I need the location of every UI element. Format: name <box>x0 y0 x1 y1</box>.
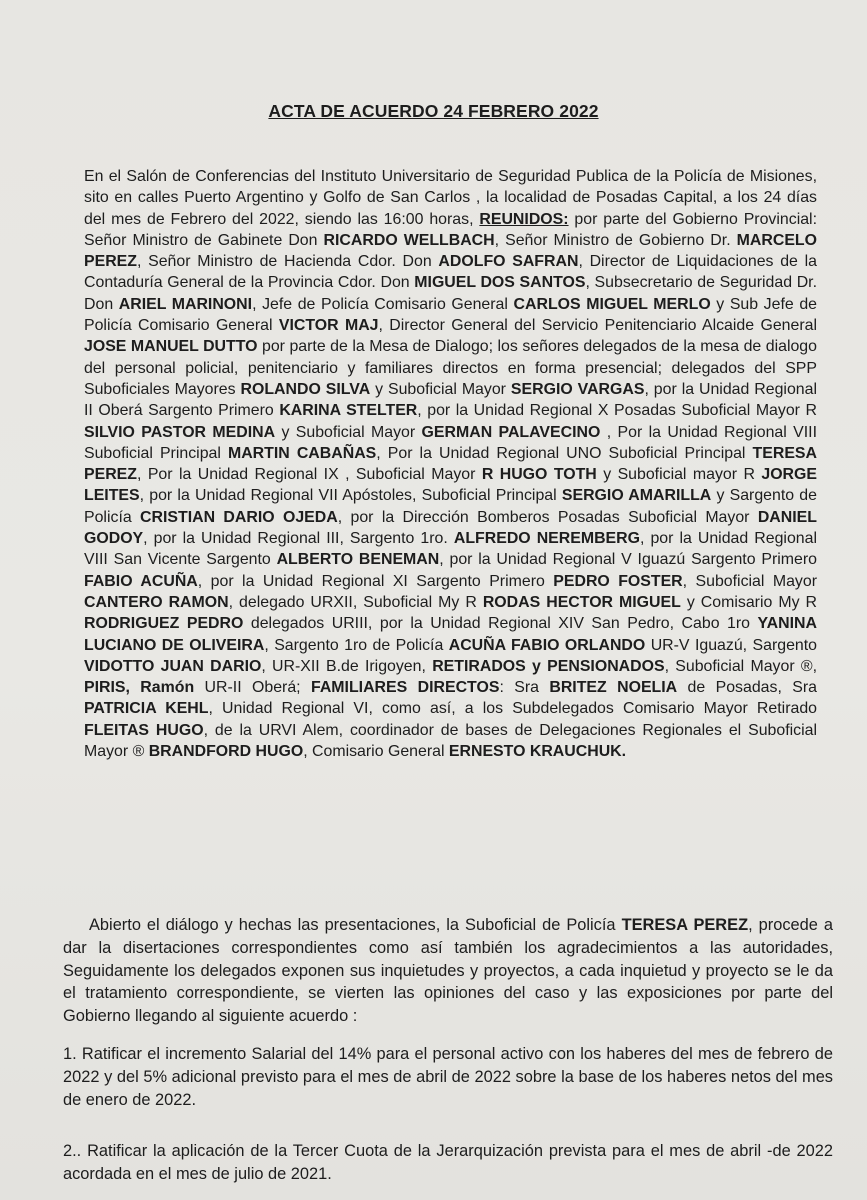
bold-name: ALBERTO BENEMAN <box>276 551 440 569</box>
text-segment: , Sargento 1ro de Policía <box>264 636 449 654</box>
text-segment: , Señor Ministro de Hacienda Cdor. Don <box>136 253 439 271</box>
text-segment: y Suboficial mayor R <box>596 466 762 484</box>
text-segment: , por la Unidad Regional V Iguazú Sargento Primero <box>439 551 817 569</box>
agreement-item-2: 2.. Ratificar la aplicación de la Tercer Cuota de la Jerarquización prevista para el mes de abril -de 2022 acordada en el mes de julio de 2021. <box>63 1142 833 1183</box>
text-segment: y Sargento de Policía <box>84 487 817 526</box>
bold-name: SILVIO PASTOR MEDINA <box>84 423 276 441</box>
text-segment: En el Salón de Conferencias del Instituto Universitario de Seguridad Publica de la Policía de Misiones, sito en calles Puerto Argentino y Golfo de San Carlos , la localidad de Posadas Capital, a los 24 días del mes de Febrero del 2022, siendo las 16:00 horas, <box>84 168 817 228</box>
bold-name: TERESA PEREZ <box>84 444 817 484</box>
text-segment: , por la Unidad Regional II Oberá Sargento Primero <box>84 380 818 420</box>
bold-name: GERMAN PALAVECINO <box>421 423 601 441</box>
text-segment: , Unidad Regional VI, como así, a los Subdelegados Comisario Mayor Retirado <box>208 700 817 718</box>
bold-name: RODAS HECTOR MIGUEL <box>482 593 681 611</box>
bold-name: FABIO ACUÑA <box>84 572 198 590</box>
agreement-item-1: 1. Ratificar el incremento Salarial del 14% para el personal activo con los haberes del mes de febrero de 2022 y del 5% adicional previsto para el mes de abril de 2022 sobre la base de los haberes netos del mes de enero de 2022. <box>63 1045 833 1109</box>
bold-name: RODRIGUEZ PEDRO <box>84 615 244 633</box>
text-segment: , de la URVI Alem, coordinador de bases de Delegaciones Regionales el Suboficial Mayor ® <box>84 721 817 761</box>
bold-name: CANTERO RAMON <box>84 593 229 611</box>
bold-name: FAMILIARES DIRECTOS <box>311 679 500 697</box>
text-segment: UR-II Oberá; <box>194 679 311 697</box>
document-title: ACTA DE ACUERDO 24 FEBRERO 2022 <box>268 101 599 121</box>
text-segment: , procede a dar la disertaciones correspondientes como así también los agradecimientos a las autoridades, Seguidamente los delegados exponen sus inquietudes y proyectos, a cada inquietud y proyecto se le da el tratamiento correspondiente, se vierten las opiniones del caso y las exposiciones por parte del Gobierno llegando al siguiente acuerdo : <box>63 916 834 1026</box>
bold-name: ALFREDO NEREMBERG <box>453 530 640 548</box>
bold-name: ROLANDO SILVA <box>240 380 371 398</box>
bold-name: R HUGO TOTH <box>481 466 597 484</box>
bold-name: DANIEL GODOY <box>84 508 817 548</box>
bold-name: VIDOTTO JUAN DARIO <box>84 657 262 675</box>
bold-name: ADOLFO SAFRAN <box>438 253 579 271</box>
text-segment: UR-V Iguazú, Sargento <box>645 636 817 654</box>
text-segment: , Por la Unidad Regional IX , Suboficial Mayor <box>136 466 482 484</box>
bold-name: RICARDO WELLBACH <box>323 231 495 249</box>
bold-name: ARIEL MARINONI <box>118 295 253 313</box>
bold-name: RETIRADOS y PENSIONADOS <box>432 657 665 675</box>
text-segment: por parte de la Mesa de Dialogo; los señores delegados de la mesa de dialogo del personal policial, penitenciario y familiares directos en forma presencial; delegados del SPP Suboficiales Mayores <box>84 338 817 398</box>
text-segment: , Comisario General <box>303 743 449 761</box>
text-segment: y Suboficial Mayor <box>370 380 511 398</box>
text-segment: , por la Unidad Regional VII Apóstoles, Suboficial Principal <box>139 487 562 505</box>
bold-name: JOSE MANUEL DUTTO <box>84 338 258 356</box>
bold-name: PATRICIA KEHL <box>84 700 209 718</box>
text-segment: , por la Unidad Regional X Posadas Suboficial Mayor R <box>417 402 817 420</box>
text-segment: , Suboficial Mayor <box>682 572 818 590</box>
bold-name: MARTIN CABAÑAS <box>227 444 377 462</box>
intro-paragraph <box>84 166 817 762</box>
bold-name: SERGIO AMARILLA <box>561 487 712 505</box>
bold-name: JORGE LEITES <box>84 466 817 505</box>
bold-name: BRITEZ NOELIA <box>549 679 678 697</box>
bold-name: CARLOS MIGUEL MERLO <box>513 295 711 313</box>
bold-name: KARINA STELTER <box>279 402 418 420</box>
text-segment: , UR-XII B.de Irigoyen, <box>261 657 433 675</box>
bold-name: ACUÑA FABIO ORLANDO <box>448 636 646 654</box>
text-segment: , por la Unidad Regional XI Sargento Primero <box>197 572 554 590</box>
text-segment: , Por la Unidad Regional VIII Suboficial Principal <box>84 423 817 462</box>
text-segment: , delegado URXII, Suboficial My R <box>228 593 483 611</box>
text-segment: , Por la Unidad Regional UNO Suboficial Principal <box>376 444 753 462</box>
bold-name: REUNIDOS: <box>479 210 569 228</box>
text-segment: , por la Dirección Bomberos Posadas Suboficial Mayor <box>337 508 758 526</box>
text-segment: , Subsecretario de Seguridad Dr. Don <box>84 274 818 313</box>
text-segment: y Sub Jefe de Policía Comisario General <box>84 295 817 335</box>
text-segment: Abierto el diálogo y hechas las presentaciones, la Suboficial de Policía <box>89 916 622 934</box>
bold-name: PIRIS, Ramón <box>84 679 195 697</box>
text-segment: , por la Unidad Regional VIII San Vicente Sargento <box>84 530 817 569</box>
text-segment: , Director General del Servicio Penitenciario Alcaide General <box>378 317 817 335</box>
text-segment: delegados URIII, por la Unidad Regional XIV San Pedro, Cabo 1ro <box>243 615 758 633</box>
bold-name: MARCELO PEREZ <box>84 231 817 271</box>
text-segment: , Suboficial Mayor ®, <box>664 657 818 675</box>
text-segment: de Posadas, Sra <box>677 679 817 697</box>
bold-name: CRISTIAN DARIO OJEDA <box>140 508 338 526</box>
text-segment: , Jefe de Policía Comisario General <box>252 295 514 313</box>
text-segment: : Sra <box>499 679 550 697</box>
text-segment: , Director de Liquidaciones de la Contaduría General de la Provincia Cdor. Don <box>84 253 817 292</box>
text-segment: por parte del Gobierno Provincial: Señor Ministro de Gabinete Don <box>84 210 818 249</box>
bold-name: FLEITAS HUGO <box>84 721 204 739</box>
bold-name: SERGIO VARGAS <box>510 380 645 398</box>
bold-name: MIGUEL DOS SANTOS <box>414 274 586 292</box>
text-segment: , Señor Ministro de Gobierno Dr. <box>494 231 737 249</box>
bold-name: VICTOR MAJ <box>278 317 379 335</box>
bold-name: YANINA LUCIANO DE OLIVEIRA <box>84 615 817 654</box>
text-segment: y Suboficial Mayor <box>275 423 422 441</box>
bold-name: BRANDFORD HUGO <box>148 743 304 761</box>
dialogue-paragraph <box>63 914 833 1028</box>
bold-name: ERNESTO KRAUCHUK. <box>448 743 627 761</box>
text-segment: , por la Unidad Regional III, Sargento 1ro. <box>143 530 454 548</box>
text-segment: y Comisario My R <box>680 593 818 611</box>
bold-name: TERESA PEREZ <box>621 916 749 934</box>
bold-name: PEDRO FOSTER <box>553 572 683 590</box>
